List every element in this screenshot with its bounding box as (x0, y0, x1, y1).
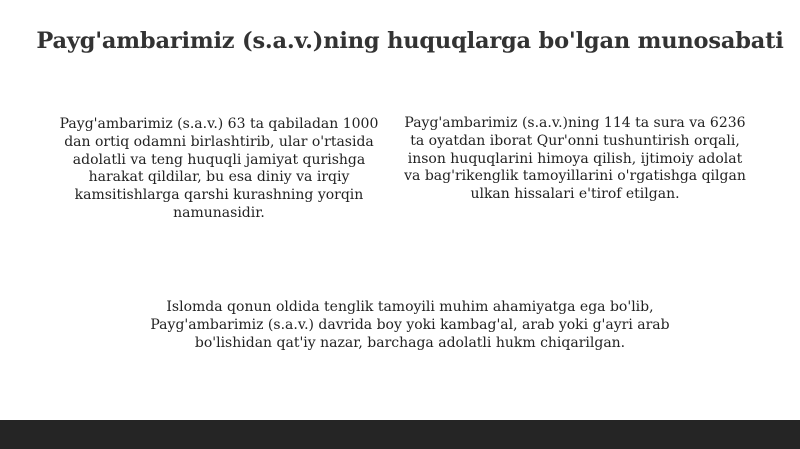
paragraph-bottom: Islomda qonun oldida tenglik tamoyili muhim ahamiyatga ega bo'lib, Payg'ambarimiz (s.a.v.) davrida boy yoki kambag'al, arab yoki g'ayri arab bo'lishidan qat'iy nazar, barchaga adolatli hukm chiqarilgan. (150, 299, 670, 351)
slide-title: Payg'ambarimiz (s.a.v.)ning huquqlarga bo'lgan munosabati (36, 28, 784, 54)
footer-bar (0, 420, 800, 449)
paragraph-left: Payg'ambarimiz (s.a.v.) 63 ta qabiladan 1000 dan ortiq odamni birlashtirib, ular o'rtasida adolatli va teng huquqli jamiyat qurishga harakat qildilar, bu esa diniy va irqiy kamsitishlarga qarshi kurashning yorqin namunasidir. (59, 116, 379, 221)
paragraph-right: Payg'ambarimiz (s.a.v.)ning 114 ta sura va 6236 ta oyatdan iborat Qur'onni tushuntirish orqali, inson huquqlarini himoya qilish, ijtimoiy adolat va bag'rikenglik tamoyillarini o'rgatishga qilgan ulkan hissalari e'tirof etilgan. (404, 115, 746, 203)
